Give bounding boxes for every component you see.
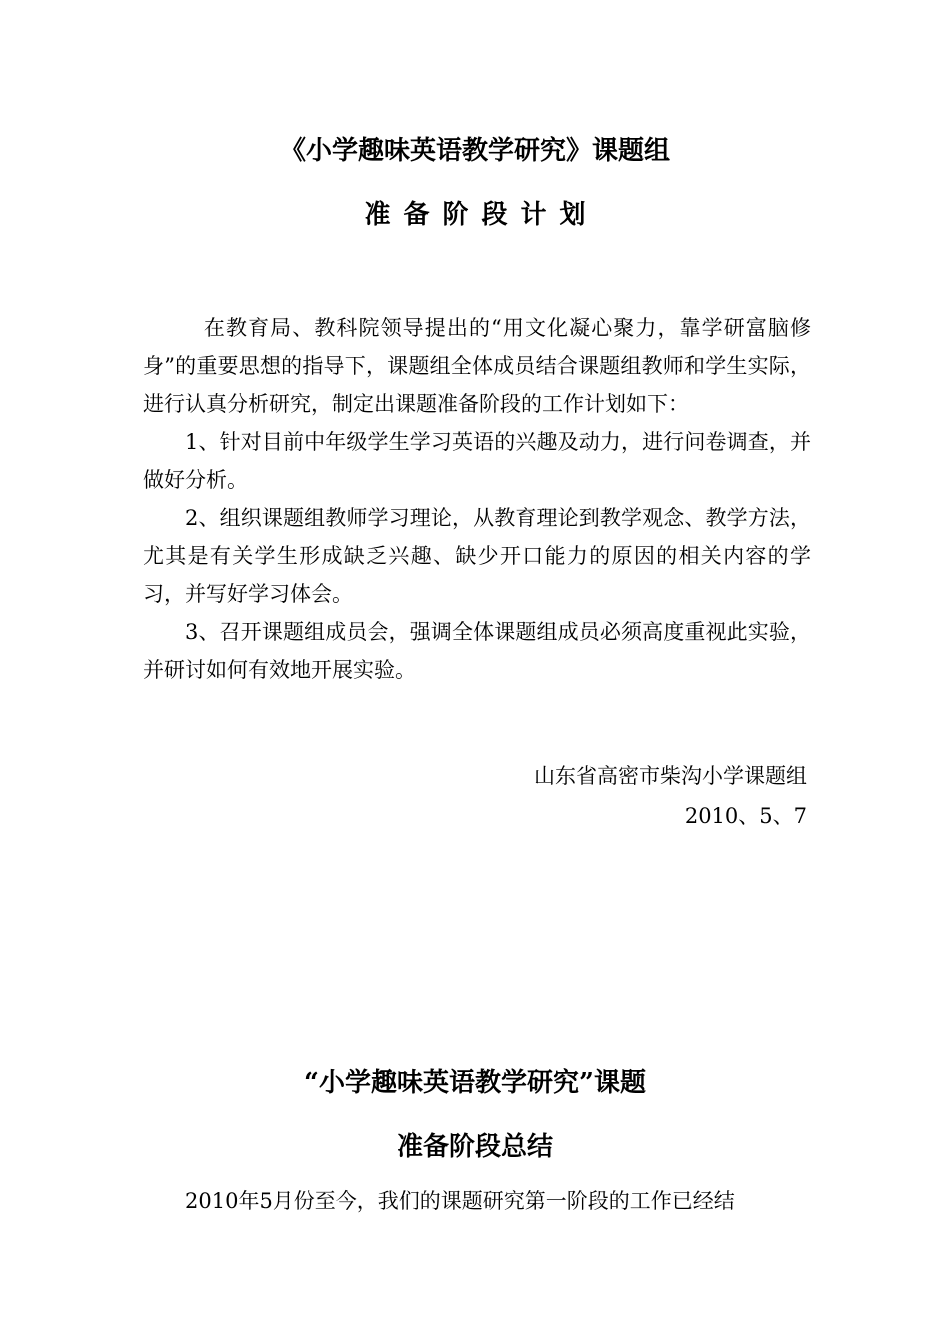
plan-paragraph-item-1: 1、针对目前中年级学生学习英语的兴趣及动力，进行问卷调查，并做好分析。: [143, 430, 811, 492]
plan-paragraph-intro: 在教育局、教科院领导提出的“用文化凝心聚力，靠学研富脑修身”的重要思想的指导下，课题组全体成员结合课题组教师和学生实际，进行认真分析研究，制定出课题准备阶段的工作计划如下：: [143, 316, 811, 416]
plan-body: [143, 309, 811, 689]
summary-body: [143, 1182, 811, 1220]
signature-date: 2010、5、7: [684, 804, 807, 828]
summary-first-line: 2010年5月份至今，我们的课题研究第一阶段的工作已经结: [185, 1189, 735, 1213]
plan-title: 《小学趣味英语教学研究》课题组: [279, 136, 670, 166]
summary-subtitle: 准备阶段总结: [396, 1132, 553, 1162]
signature-organization: 山东省高密市柴沟小学课题组: [534, 764, 807, 788]
plan-subtitle: 准备阶段计划: [364, 200, 599, 230]
plan-paragraph-item-3: 3、召开课题组成员会，强调全体课题组成员必须高度重视此实验，并研讨如何有效地开展实验。: [143, 620, 811, 682]
plan-paragraph-item-2: 2、组织课题组教师学习理论，从教育理论到教学观念、教学方法，尤其是有关学生形成缺乏兴趣、缺少开口能力的原因的相关内容的学习，并写好学习体会。: [143, 506, 811, 606]
summary-title: “小学趣味英语教学研究”课题: [304, 1068, 646, 1098]
